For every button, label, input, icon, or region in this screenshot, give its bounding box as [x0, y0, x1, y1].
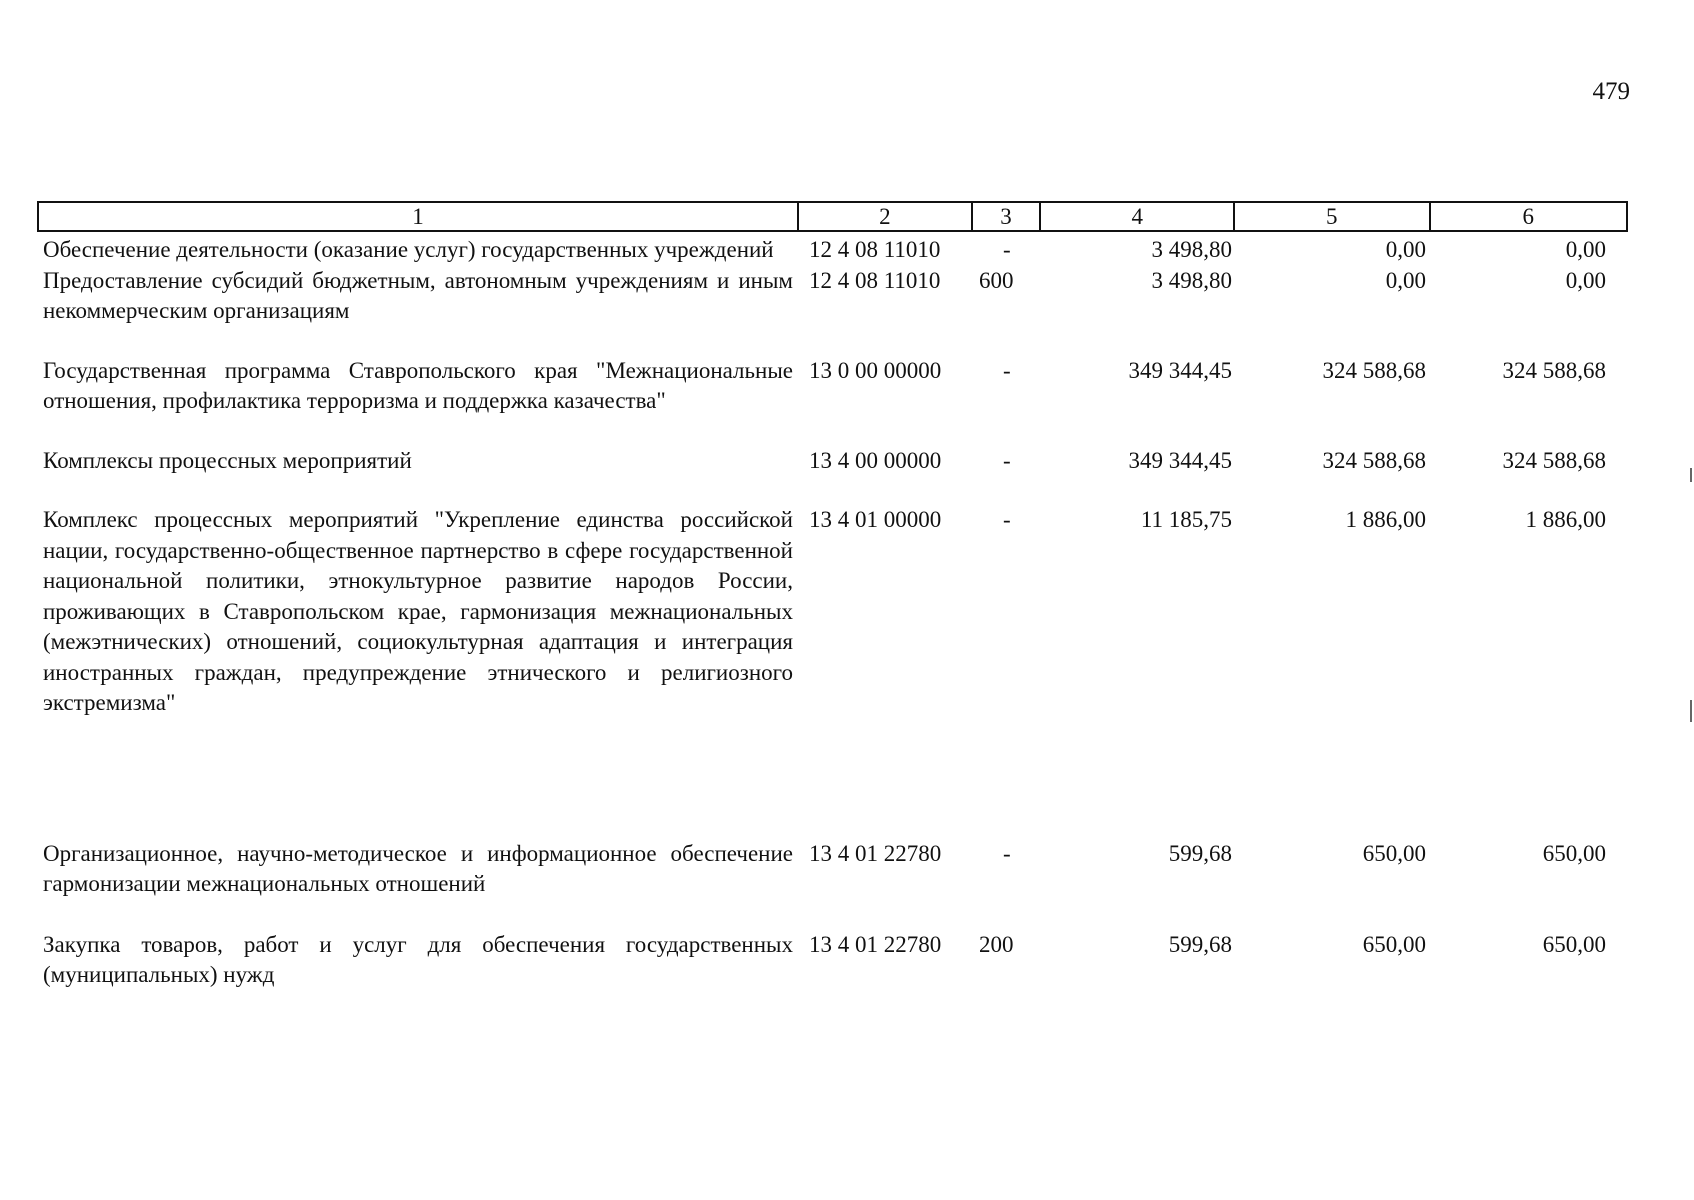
row-expense-type: -: [1003, 357, 1011, 383]
header-col-3: 3: [973, 203, 1042, 230]
table-row: [37, 446, 1628, 477]
table-row: [37, 839, 1628, 900]
row-value-col5: 324 588,68: [1322, 357, 1426, 383]
row-value-col5: 650,00: [1362, 840, 1426, 866]
row-value-col4: 599,68: [1168, 931, 1232, 957]
row-description: Государственная программа Ставропольского края "Межнациональные отношения, профилактика терроризма и поддержка казачества": [43, 357, 793, 413]
row-value-col6: 650,00: [1542, 931, 1606, 957]
row-value-col5: 0,00: [1385, 237, 1426, 262]
row-code: 13 4 01 22780: [809, 840, 942, 866]
page-number: 479: [1592, 78, 1630, 105]
row-value-col6: 324 588,68: [1502, 447, 1606, 473]
table-body: [37, 235, 1628, 991]
row-value-col4: 3 498,80: [1151, 237, 1232, 262]
table-row: [37, 356, 1628, 417]
row-description: Закупка товаров, работ и услуг для обеспечения государственных (муниципальных) нужд: [43, 931, 793, 987]
row-code: 13 4 01 22780: [809, 931, 942, 957]
row-description: Обеспечение деятельности (оказание услуг) государственных учреждений: [43, 237, 774, 262]
table-row: [37, 505, 1628, 719]
scan-edge-mark: [1690, 700, 1692, 722]
row-code: 12 4 08 11010: [809, 267, 941, 293]
table-header: [37, 201, 1628, 232]
row-expense-type: 600: [979, 267, 1014, 293]
row-expense-type: -: [1003, 840, 1011, 866]
row-code: 13 4 00 00000: [809, 447, 942, 473]
table-row: [37, 930, 1628, 991]
header-col-4: 4: [1041, 203, 1235, 230]
row-value-col5: 1 886,00: [1345, 507, 1426, 532]
row-value-col6: 650,00: [1542, 840, 1606, 866]
row-value-col4: 349 344,45: [1128, 447, 1232, 473]
row-code: 13 0 00 00000: [809, 357, 942, 383]
row-value-col6: 0,00: [1565, 267, 1606, 293]
header-col-6: 6: [1522, 204, 1534, 229]
row-value-col4: 11 185,75: [1140, 507, 1232, 532]
row-value-col5: 650,00: [1362, 931, 1426, 957]
row-value-col5: 324 588,68: [1322, 447, 1426, 473]
row-expense-type: -: [1003, 237, 1011, 262]
row-code: 13 4 01 00000: [809, 507, 942, 532]
row-description: Комплексы процессных мероприятий: [43, 447, 412, 473]
table-row: [37, 235, 1628, 266]
row-description: Организационное, научно-методическое и информационное обеспечение гармонизации межнациональных отношений: [43, 840, 793, 896]
header-col-2: 2: [799, 203, 973, 230]
row-value-col5: 0,00: [1385, 267, 1426, 293]
row-value-col4: 349 344,45: [1128, 357, 1232, 383]
row-expense-type: 200: [979, 931, 1014, 957]
row-value-col4: 3 498,80: [1151, 267, 1232, 293]
table-row: [37, 266, 1628, 327]
row-expense-type: -: [1003, 447, 1011, 473]
header-col-5: 5: [1235, 203, 1431, 230]
header-col-1: 1: [39, 203, 799, 230]
row-value-col6: 1 886,00: [1525, 507, 1606, 532]
row-value-col4: 599,68: [1168, 840, 1232, 866]
row-description: Предоставление субсидий бюджетным, автономным учреждениям и иным некоммерческим организациям: [43, 267, 793, 323]
row-description: Комплекс процессных мероприятий "Укрепление единства российской нации, государственно-общественное партнерство в сфере государственной национальной политики, этнокультурное развитие народов России, проживающих в Ставропольском крае, гармонизация межнациональных (межэтнических) отношений, социокультурная адаптация и интеграция иностранных граждан, предупреждение этнического и религиозного экстремизма": [43, 507, 793, 715]
scan-edge-mark: [1690, 468, 1692, 482]
row-value-col6: 324 588,68: [1502, 357, 1606, 383]
row-value-col6: 0,00: [1565, 237, 1606, 262]
row-expense-type: -: [1003, 507, 1011, 532]
row-code: 12 4 08 11010: [809, 237, 941, 262]
